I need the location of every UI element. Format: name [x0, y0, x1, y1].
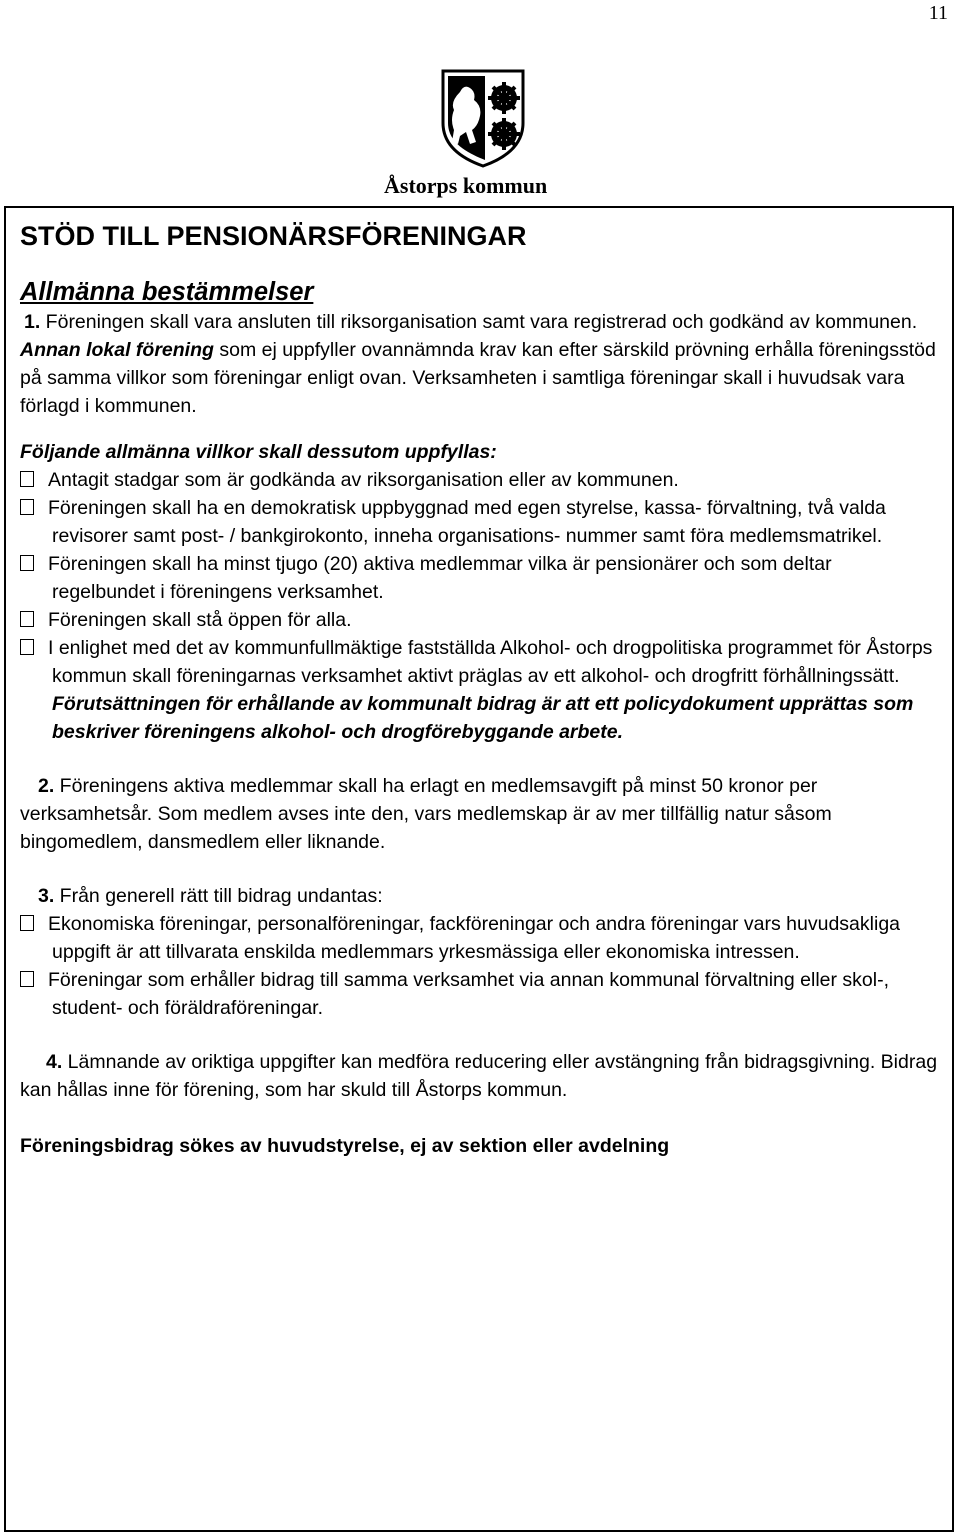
- checkbox-icon: [20, 915, 34, 931]
- checkbox-icon: [20, 639, 34, 655]
- paragraph-3: 3. Från generell rätt till bidrag undantas:: [38, 885, 383, 907]
- paragraph-number: 1.: [24, 311, 41, 333]
- document-body: [20, 218, 940, 1160]
- list-item: Föreningen skall stå öppen för alla.: [20, 606, 940, 634]
- policy-note: Förutsättningen för erhållande av kommunalt bidrag är att ett policydokument upprättas som beskriver föreningens alkohol- och drogförebyggande arbete.: [52, 693, 914, 743]
- coat-of-arms-icon: [440, 68, 526, 168]
- list-item: Föreningar som erhåller bidrag till samma verksamhet via annan kommunal förvaltning eller skol-, student- och föräldraföreningar.: [20, 966, 940, 1022]
- list-item: Ekonomiska föreningar, personalföreningar, fackföreningar och andra föreningar vars huvudsakliga uppgift är att tillvarata enskilda medlemmars yrkesmässiga eller ekonomiska intressen.: [20, 910, 940, 966]
- paragraph-4: 4. Lämnande av oriktiga uppgifter kan medföra reducering eller avstängning från bidragsgivning. Bidrag kan hållas inne för förening, som har skuld till Åstorps kommun.: [20, 1051, 938, 1101]
- municipality-name: Åstorps kommun: [384, 173, 548, 198]
- paragraph-number: 4.: [46, 1051, 63, 1073]
- footer-note: Föreningsbidrag sökes av huvudstyrelse, ej av sektion eller avdelning: [20, 1135, 670, 1157]
- paragraph-2: 2. Föreningens aktiva medlemmar skall ha erlagt en medlemsavgift på minst 50 kronor per verksamhetsår. Som medlem avses inte den, vars medlemskap är av mer tillfällig natur såsom bingomedlem, dansmedlem eller liknande.: [20, 775, 832, 853]
- list-item: Antagit stadgar som är godkända av riksorganisation eller av kommunen.: [20, 466, 940, 494]
- section-heading: Allmänna bestämmelser: [20, 278, 314, 306]
- checkbox-icon: [20, 499, 34, 515]
- list-item: I enlighet med det av kommunfullmäktige fastställda Alkohol- och drogpolitiska programmet för Åstorps kommun skall föreningarnas verksamhet aktivt präglas av ett alkohol- och drogfritt förhållningssätt.: [20, 634, 940, 690]
- paragraph-number: 2.: [38, 775, 55, 797]
- list-item: Föreningen skall ha minst tjugo (20) aktiva medlemmar vilka är pensionärer och som deltar regelbundet i föreningens verksamhet.: [20, 550, 940, 606]
- checkbox-icon: [20, 555, 34, 571]
- page-title: STÖD TILL PENSIONÄRSFÖRENINGAR: [20, 221, 527, 251]
- page-number: 11: [928, 2, 948, 24]
- checkbox-icon: [20, 611, 34, 627]
- paragraph-number: 3.: [38, 885, 55, 907]
- checkbox-icon: [20, 971, 34, 987]
- paragraph-1: 1. Föreningen skall vara ansluten till riksorganisation samt vara registrerad och godkänd av kommunen. Annan lokal förening som ej uppfyller ovannämnda krav kan efter särskild prövning erhålla föreningsstöd på samma villkor som föreningar enligt ovan. Verksamheten i samtliga föreningar skall i huvudsak vara förlagd i kommunen.: [20, 311, 936, 417]
- checkbox-icon: [20, 471, 34, 487]
- list-item: Föreningen skall ha en demokratisk uppbyggnad med egen styrelse, kassa- förvaltning, två valda revisorer samt post- / bankgirokonto, inneha organisations- nummer samt föra medlemsmatrikel.: [20, 494, 940, 550]
- conditions-heading: Följande allmänna villkor skall dessutom uppfyllas:: [20, 441, 497, 463]
